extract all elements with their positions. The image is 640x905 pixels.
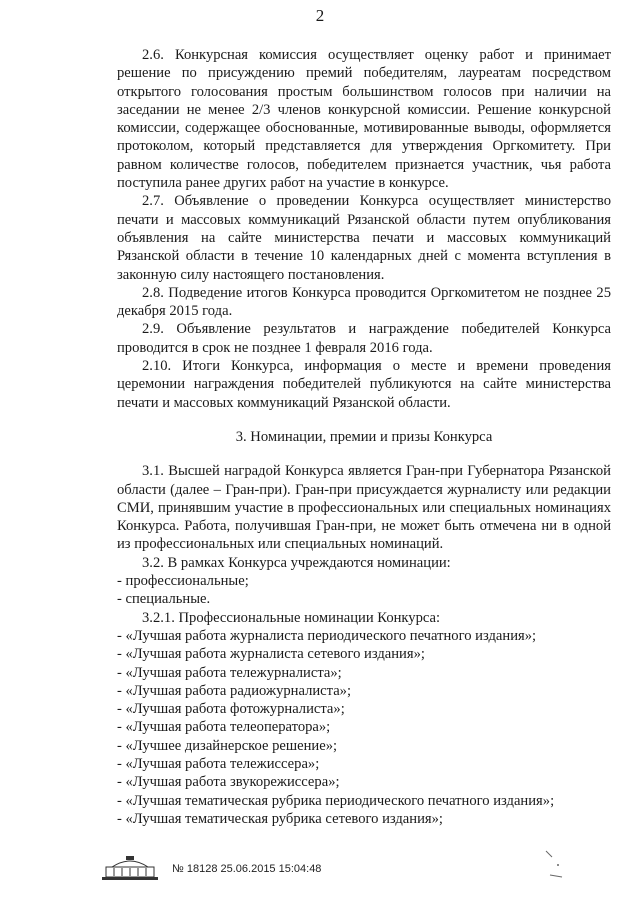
- paragraph-2-10: 2.10. Итоги Конкурса, информация о месте и времени проведения церемонии награждения победителей публикуются на сайте министерства печати и массовых коммуникаций Рязанской области.: [117, 358, 611, 411]
- paragraph-3-2-1: 3.2.1. Профессиональные номинации Конкурса:: [142, 609, 441, 626]
- list-item: - «Лучшая работа журналиста периодического печатного издания»;: [117, 627, 537, 644]
- paragraph-2-9: 2.9. Объявление результатов и награждение победителей Конкурса проводится в срок не позднее 1 февраля 2016 года.: [117, 321, 611, 356]
- paragraph-2-7: 2.7. Объявление о проведении Конкурса осуществляет министерство печати и массовых коммуникаций Рязанской области путем опубликования объявления на сайте министерства печати и массовых коммуникаций Рязанской области в течение 10 календарных дней с момента вступления в законную силу настоящего постановления.: [117, 193, 611, 283]
- list-item: - «Лучшее дизайнерское решение»;: [117, 737, 338, 754]
- registration-stamp: № 18128 25.06.2015 15:04:48: [172, 863, 322, 875]
- list-item: - «Лучшая тематическая рубрика периодического печатного издания»;: [117, 792, 555, 809]
- paragraph-3-1: 3.1. Высшей наградой Конкурса является Гран-при Губернатора Рязанской области (далее – Гран-при). Гран-при присуждается журналисту или редакции СМИ, принявшим участие в профессиональных или специальных номинациях Конкурса. Работа, получившая Гран-при, не может быть отмечена ни в одной из профессиональных или специальных номинаций.: [117, 463, 611, 553]
- list-item: - «Лучшая работа фотожурналиста»;: [117, 701, 345, 718]
- section-heading: 3. Номинации, премии и призы Конкурса: [235, 428, 493, 445]
- list-item: - «Лучшая работа тележиссера»;: [117, 755, 320, 772]
- paragraph-2-6: 2.6. Конкурсная комиссия осуществляет оценку работ и принимает решение по присуждению премий победителям, лауреатам посредством открытого голосования простым большинством голосов при наличии на заседании не менее 2/3 членов конкурсной комиссии. Решение конкурсной комиссии, содержащее обоснованные, мотивированные выводы, оформляется протоколом, который представляется для утверждения Оргкомитету. При равном количестве голосов, победителем признается участник, чья работа поступила ранее других работ на участие в конкурсе.: [117, 47, 611, 192]
- list-item: - специальные.: [117, 591, 211, 608]
- page-number: 2: [315, 6, 325, 25]
- scan-mark-icon: [542, 847, 572, 883]
- list-item: - «Лучшая работа тележурналиста»;: [117, 664, 342, 681]
- list-item: - «Лучшая работа журналиста сетевого издания»;: [117, 646, 425, 663]
- list-item: - «Лучшая тематическая рубрика сетевого издания»;: [117, 810, 443, 827]
- list-item: - «Лучшая работа звукорежиссера»;: [117, 774, 340, 791]
- building-stamp-icon: [102, 853, 158, 883]
- nomination-types-list: [117, 572, 611, 609]
- list-item: - «Лучшая работа телеоператора»;: [117, 719, 331, 736]
- professional-nominations-list: [117, 627, 611, 828]
- list-item: - «Лучшая работа радиожурналиста»;: [117, 682, 352, 699]
- paragraph-3-2: 3.2. В рамках Конкурса учреждаются номинации:: [142, 554, 451, 571]
- document-body: [117, 46, 611, 828]
- paragraph-2-8: 2.8. Подведение итогов Конкурса проводится Оргкомитетом не позднее 25 декабря 2015 года.: [117, 284, 611, 320]
- footer: [102, 853, 622, 893]
- list-item: - профессиональные;: [117, 573, 249, 590]
